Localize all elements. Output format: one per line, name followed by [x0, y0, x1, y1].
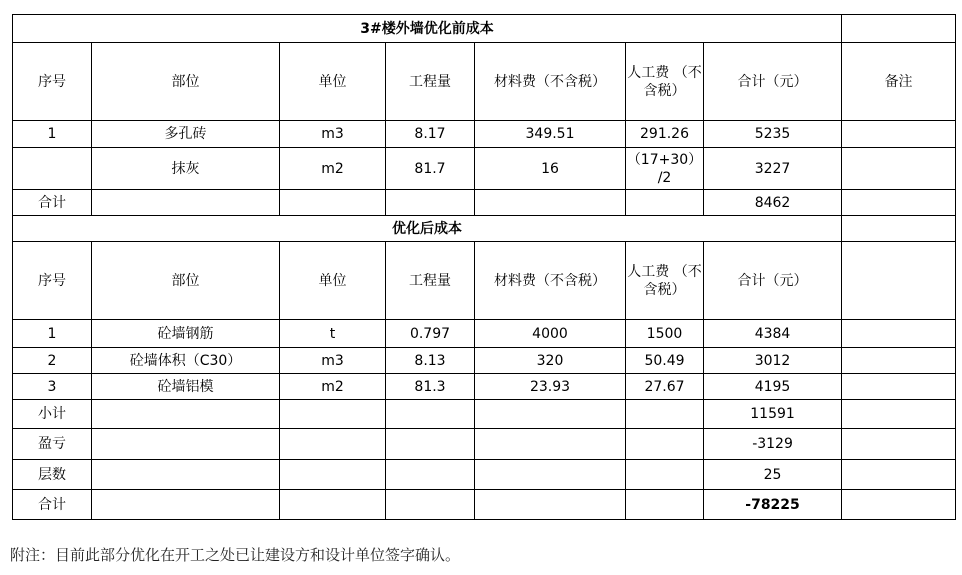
cell [842, 400, 956, 429]
cell [842, 348, 956, 374]
cell [475, 429, 626, 460]
cell [626, 400, 704, 429]
cell [842, 190, 956, 216]
cell [842, 121, 956, 148]
cell: 2 [13, 348, 92, 374]
cell: 27.67 [626, 374, 704, 400]
cell: 349.51 [475, 121, 626, 148]
table-row [13, 320, 956, 348]
cell [386, 490, 475, 520]
summary-label: 层数 [13, 460, 92, 490]
cell: 4195 [704, 374, 842, 400]
table-row [13, 190, 956, 216]
table-row [13, 348, 956, 374]
header-total: 合计（元） [704, 43, 842, 121]
cell: 砼墙体积（C30） [92, 348, 280, 374]
cell: 砼墙钢筋 [92, 320, 280, 348]
header-qty: 工程量 [386, 242, 475, 320]
header-seq: 序号 [13, 242, 92, 320]
table-row [13, 460, 956, 490]
cell [842, 374, 956, 400]
header-part: 部位 [92, 43, 280, 121]
header-remark: 备注 [842, 43, 956, 121]
summary-value: -3129 [704, 429, 842, 460]
total-label: 合计 [13, 190, 92, 216]
header-total: 合计（元） [704, 242, 842, 320]
cell [842, 490, 956, 520]
cell: 多孔砖 [92, 121, 280, 148]
cell [842, 460, 956, 490]
cell [92, 490, 280, 520]
footnote: 附注：目前此部分优化在开工之处已让建设方和设计单位签字确认。 [10, 546, 461, 564]
cell: m3 [280, 348, 386, 374]
cell: t [280, 320, 386, 348]
cell [280, 429, 386, 460]
cell [280, 400, 386, 429]
table-row [13, 148, 956, 190]
cell: m2 [280, 148, 386, 190]
cell: 23.93 [475, 374, 626, 400]
cell: 抹灰 [92, 148, 280, 190]
cell [626, 460, 704, 490]
cell [842, 242, 956, 320]
cell: 8.17 [386, 121, 475, 148]
cell [626, 490, 704, 520]
summary-label: 合计 [13, 490, 92, 520]
cell [475, 400, 626, 429]
header-material: 材料费（不含税） [475, 242, 626, 320]
before-title: 3#楼外墙优化前成本 [13, 15, 842, 43]
cell [842, 148, 956, 190]
cell [475, 190, 626, 216]
cell [280, 460, 386, 490]
table-row [13, 429, 956, 460]
header-material: 材料费（不含税） [475, 43, 626, 121]
cell: 4000 [475, 320, 626, 348]
after-title: 优化后成本 [13, 216, 842, 242]
cell: 砼墙铝模 [92, 374, 280, 400]
cell [92, 400, 280, 429]
cell [842, 15, 956, 43]
cell: 5235 [704, 121, 842, 148]
cell: 1500 [626, 320, 704, 348]
cell: 3227 [704, 148, 842, 190]
cell: 3 [13, 374, 92, 400]
cell [386, 429, 475, 460]
cell: 8.13 [386, 348, 475, 374]
cell [842, 216, 956, 242]
cell [386, 400, 475, 429]
cell [626, 190, 704, 216]
cost-table [12, 14, 956, 520]
cell [92, 190, 280, 216]
cell: 0.797 [386, 320, 475, 348]
cell [13, 148, 92, 190]
header-labor: 人工费 （不含税） [626, 242, 704, 320]
cell: 50.49 [626, 348, 704, 374]
grand-total-value: -78225 [704, 490, 842, 520]
cell: 81.3 [386, 374, 475, 400]
cell: 16 [475, 148, 626, 190]
cell: m3 [280, 121, 386, 148]
cell: 81.7 [386, 148, 475, 190]
summary-label: 盈亏 [13, 429, 92, 460]
table-row [13, 121, 956, 148]
summary-label: 小计 [13, 400, 92, 429]
summary-value: 11591 [704, 400, 842, 429]
cell [626, 429, 704, 460]
cell [386, 460, 475, 490]
table-row [13, 400, 956, 429]
table-row [13, 490, 956, 520]
summary-value: 25 [704, 460, 842, 490]
header-unit: 单位 [280, 43, 386, 121]
header-labor: 人工费 （不含税） [626, 43, 704, 121]
cell: 320 [475, 348, 626, 374]
cell [280, 490, 386, 520]
cell: 3012 [704, 348, 842, 374]
cell [475, 460, 626, 490]
cell: 4384 [704, 320, 842, 348]
cell [842, 320, 956, 348]
header-seq: 序号 [13, 43, 92, 121]
header-part: 部位 [92, 242, 280, 320]
total-value: 8462 [704, 190, 842, 216]
cell: 1 [13, 121, 92, 148]
cell [386, 190, 475, 216]
cell: （17+30） /2 [626, 148, 704, 190]
cell [92, 429, 280, 460]
cell: 291.26 [626, 121, 704, 148]
header-unit: 单位 [280, 242, 386, 320]
cell: m2 [280, 374, 386, 400]
cell [280, 190, 386, 216]
cell [92, 460, 280, 490]
cell: 1 [13, 320, 92, 348]
header-qty: 工程量 [386, 43, 475, 121]
cell [475, 490, 626, 520]
cell [842, 429, 956, 460]
table-row [13, 374, 956, 400]
